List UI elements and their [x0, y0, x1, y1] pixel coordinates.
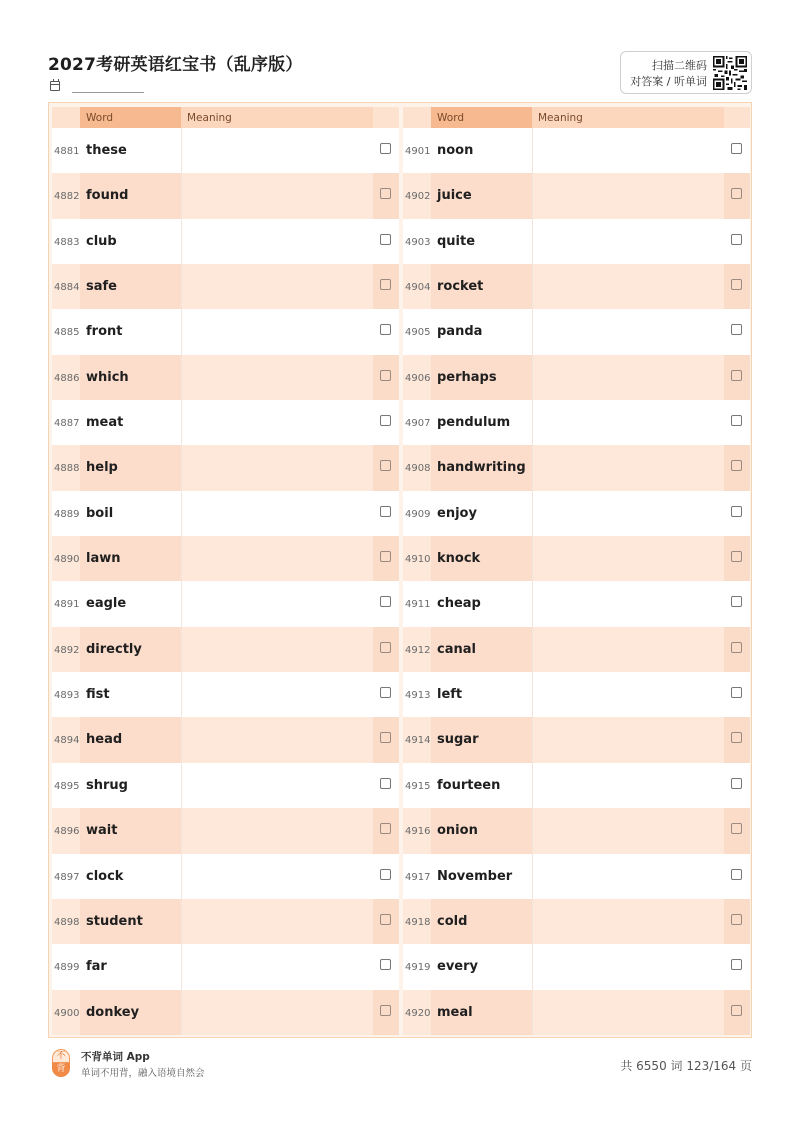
- checkbox-icon[interactable]: [380, 687, 391, 698]
- check-cell: [724, 854, 750, 899]
- meaning-blank-cell[interactable]: [181, 854, 373, 899]
- word-text: eagle: [86, 596, 127, 612]
- check-cell: [724, 309, 750, 354]
- word-text: handwriting: [431, 445, 532, 490]
- check-cell: [724, 219, 750, 264]
- word-number: 4906: [405, 372, 431, 384]
- check-cell: [373, 173, 399, 218]
- word-text: student: [80, 899, 181, 944]
- checkbox-icon[interactable]: [380, 778, 391, 789]
- word-number: 4914: [405, 735, 431, 747]
- word-number: 4917: [405, 871, 431, 883]
- checkbox-icon[interactable]: [731, 415, 742, 426]
- header-number-cell: [403, 107, 431, 128]
- checkbox-icon[interactable]: [731, 778, 742, 789]
- checkbox-icon[interactable]: [731, 596, 742, 607]
- check-cell: [724, 581, 750, 626]
- check-cell: [724, 445, 750, 490]
- word-number: 4888: [54, 463, 80, 475]
- table-row: [403, 672, 750, 717]
- word-number: 4918: [405, 916, 431, 928]
- checkbox-icon[interactable]: [731, 869, 742, 880]
- meaning-blank-cell[interactable]: [181, 309, 373, 354]
- word-number: 4886: [54, 372, 80, 384]
- table-row: [403, 128, 750, 173]
- table-row: [52, 491, 399, 536]
- header-number-cell: [52, 107, 80, 128]
- table-row: [403, 899, 750, 944]
- check-cell: [724, 899, 750, 944]
- word-text: shrug: [86, 777, 128, 793]
- check-cell: [373, 672, 399, 717]
- table-row: [403, 854, 750, 899]
- calendar-icon: [50, 81, 60, 91]
- checkbox-icon[interactable]: [380, 370, 391, 381]
- checkbox-icon[interactable]: [731, 687, 742, 698]
- meaning-blank-cell[interactable]: [181, 491, 373, 536]
- check-cell: [724, 672, 750, 717]
- checkbox-icon[interactable]: [380, 188, 391, 199]
- meaning-blank-cell[interactable]: [181, 808, 373, 853]
- word-text: these: [86, 143, 127, 158]
- word-text: onion: [431, 808, 532, 853]
- checkbox-icon[interactable]: [380, 869, 391, 880]
- word-number: 4890: [54, 554, 80, 566]
- meaning-blank-cell[interactable]: [181, 219, 373, 264]
- word-number: 4882: [54, 191, 80, 203]
- check-cell: [373, 717, 399, 762]
- table-row: [403, 990, 750, 1035]
- table-row: [403, 581, 750, 626]
- checkbox-icon[interactable]: [380, 642, 391, 653]
- check-cell: [373, 944, 399, 989]
- meaning-blank-cell[interactable]: [181, 128, 373, 173]
- checkbox-icon[interactable]: [380, 732, 391, 743]
- word-text: wait: [80, 808, 181, 853]
- word-number: 4911: [405, 599, 431, 611]
- checkbox-icon[interactable]: [380, 415, 391, 426]
- table-row: [403, 219, 750, 264]
- word-number: 4891: [54, 599, 80, 611]
- meaning-blank-cell[interactable]: [532, 627, 724, 672]
- qr-instructions: [627, 58, 707, 90]
- word-number: 4916: [405, 826, 431, 838]
- word-text: pendulum: [437, 415, 511, 431]
- word-number: 4885: [54, 327, 80, 339]
- check-cell: [373, 355, 399, 400]
- word-number: 4903: [405, 236, 431, 248]
- word-number: 4910: [405, 554, 431, 566]
- check-cell: [724, 717, 750, 762]
- table-row: [403, 717, 750, 762]
- word-text: which: [80, 355, 181, 400]
- meaning-blank-cell[interactable]: [532, 445, 724, 490]
- checkbox-icon[interactable]: [380, 959, 391, 970]
- checkbox-icon[interactable]: [380, 460, 391, 471]
- meaning-blank-cell[interactable]: [532, 990, 724, 1035]
- word-text: donkey: [80, 990, 181, 1035]
- left-column: [52, 107, 399, 1035]
- check-cell: [373, 627, 399, 672]
- check-cell: [373, 491, 399, 536]
- checkbox-icon[interactable]: [731, 914, 742, 925]
- word-text: fist: [86, 687, 110, 703]
- table-row: [52, 717, 399, 762]
- word-text: noon: [437, 143, 474, 158]
- logo-top-glyph: 不: [52, 1049, 70, 1063]
- word-text: lawn: [80, 536, 181, 581]
- meaning-blank-cell[interactable]: [181, 627, 373, 672]
- checkbox-icon[interactable]: [731, 370, 742, 381]
- meaning-blank-cell[interactable]: [532, 128, 724, 173]
- word-text: panda: [437, 324, 483, 340]
- meaning-blank-cell[interactable]: [532, 672, 724, 717]
- qr-code-icon[interactable]: [713, 56, 747, 90]
- word-number: 4895: [54, 780, 80, 792]
- table-row: [403, 355, 750, 400]
- check-cell: [373, 400, 399, 445]
- check-cell: [724, 264, 750, 309]
- check-cell: [373, 581, 399, 626]
- word-number: 4915: [405, 780, 431, 792]
- word-text: juice: [431, 173, 532, 218]
- meaning-blank-cell[interactable]: [532, 264, 724, 309]
- word-number: 4909: [405, 508, 431, 520]
- check-cell: [373, 219, 399, 264]
- word-text: help: [80, 445, 181, 490]
- table-row: [403, 944, 750, 989]
- check-cell: [373, 536, 399, 581]
- checkbox-icon[interactable]: [380, 914, 391, 925]
- word-number: 4908: [405, 463, 431, 475]
- word-text: meat: [86, 415, 124, 431]
- check-cell: [724, 990, 750, 1035]
- word-number: 4902: [405, 191, 431, 203]
- meaning-blank-cell[interactable]: [181, 672, 373, 717]
- word-text: club: [86, 233, 117, 249]
- check-cell: [373, 445, 399, 490]
- table-row: [52, 944, 399, 989]
- logo-bottom-glyph: 背: [52, 1063, 70, 1077]
- table-header: [403, 107, 750, 128]
- checkbox-icon[interactable]: [380, 506, 391, 517]
- checkbox-icon[interactable]: [731, 188, 742, 199]
- word-text: far: [86, 959, 107, 975]
- checkbox-icon[interactable]: [380, 551, 391, 562]
- word-text: directly: [80, 627, 181, 672]
- word-number: 4898: [54, 916, 80, 928]
- checkbox-icon[interactable]: [731, 823, 742, 834]
- meaning-blank-cell[interactable]: [532, 717, 724, 762]
- meaning-blank-cell[interactable]: [532, 899, 724, 944]
- checkbox-icon[interactable]: [380, 279, 391, 290]
- word-number: 4900: [54, 1007, 80, 1019]
- word-number: 4883: [54, 236, 80, 248]
- date-field: [50, 80, 150, 94]
- word-number: 4893: [54, 690, 80, 702]
- checkbox-icon[interactable]: [731, 460, 742, 471]
- word-number: 4894: [54, 735, 80, 747]
- word-number: 4904: [405, 282, 431, 294]
- table-row: [52, 173, 399, 218]
- header-word: Word: [431, 107, 532, 128]
- checkbox-icon[interactable]: [731, 324, 742, 335]
- checkbox-icon[interactable]: [380, 823, 391, 834]
- checkbox-icon[interactable]: [731, 551, 742, 562]
- table-row: [403, 173, 750, 218]
- check-cell: [724, 627, 750, 672]
- checkbox-icon[interactable]: [380, 143, 391, 154]
- checkbox-icon[interactable]: [731, 1005, 742, 1016]
- meaning-blank-cell[interactable]: [181, 264, 373, 309]
- table-row: [52, 581, 399, 626]
- page-counter: 共 6550 词 123/164 页: [620, 1059, 752, 1073]
- check-cell: [724, 944, 750, 989]
- table-row: [52, 264, 399, 309]
- word-text: head: [80, 717, 181, 762]
- word-text: boil: [86, 505, 114, 521]
- header-word: Word: [80, 107, 181, 128]
- footer-slogan: 单词不用背，融入语境自然会: [81, 1068, 205, 1079]
- header-check-cell: [373, 107, 399, 128]
- table-row: [52, 400, 399, 445]
- meaning-blank-cell[interactable]: [532, 219, 724, 264]
- meaning-blank-cell[interactable]: [532, 400, 724, 445]
- word-number: 4920: [405, 1007, 431, 1019]
- word-text: perhaps: [431, 355, 532, 400]
- word-text: rocket: [431, 264, 532, 309]
- qr-panel: [620, 51, 752, 94]
- meaning-blank-cell[interactable]: [181, 400, 373, 445]
- header-meaning: Meaning: [532, 107, 724, 128]
- word-text: fourteen: [437, 777, 501, 793]
- meaning-blank-cell[interactable]: [181, 355, 373, 400]
- table-row: [52, 808, 399, 853]
- table-row: [403, 627, 750, 672]
- table-row: [403, 400, 750, 445]
- table-row: [52, 627, 399, 672]
- word-number: 4912: [405, 644, 431, 656]
- table-row: [403, 536, 750, 581]
- date-blank-line: [72, 92, 144, 93]
- word-number: 4901: [405, 146, 431, 157]
- word-number: 4892: [54, 644, 80, 656]
- right-column: [403, 107, 750, 1035]
- table-row: [52, 445, 399, 490]
- word-number: 4889: [54, 508, 80, 520]
- word-number: 4913: [405, 690, 431, 702]
- check-cell: [373, 309, 399, 354]
- word-number: 4896: [54, 826, 80, 838]
- table-row: [52, 990, 399, 1035]
- word-text: meal: [431, 990, 532, 1035]
- vocabulary-table: [48, 102, 752, 1038]
- table-row: [403, 763, 750, 808]
- check-cell: [373, 854, 399, 899]
- meaning-blank-cell[interactable]: [532, 309, 724, 354]
- word-text: found: [80, 173, 181, 218]
- word-text: left: [437, 687, 463, 703]
- meaning-blank-cell[interactable]: [181, 990, 373, 1035]
- table-header: [52, 107, 399, 128]
- word-text: enjoy: [437, 505, 477, 521]
- checkbox-icon[interactable]: [731, 642, 742, 653]
- table-row: [52, 899, 399, 944]
- table-row: [52, 219, 399, 264]
- meaning-blank-cell[interactable]: [181, 581, 373, 626]
- word-number: 4905: [405, 327, 431, 339]
- checkbox-icon[interactable]: [731, 234, 742, 245]
- checkbox-icon[interactable]: [731, 732, 742, 743]
- word-text: cheap: [437, 596, 481, 612]
- table-row: [52, 309, 399, 354]
- qr-text-line1: 扫描二维码: [652, 59, 707, 72]
- meaning-blank-cell[interactable]: [532, 763, 724, 808]
- checkbox-icon[interactable]: [731, 143, 742, 154]
- check-cell: [724, 763, 750, 808]
- qr-text-line2: 对答案 / 听单词: [630, 75, 707, 88]
- check-cell: [373, 763, 399, 808]
- word-number: 4907: [405, 418, 431, 430]
- meaning-blank-cell[interactable]: [181, 445, 373, 490]
- check-cell: [373, 899, 399, 944]
- check-cell: [373, 990, 399, 1035]
- word-number: 4887: [54, 418, 80, 430]
- check-cell: [373, 264, 399, 309]
- table-row: [52, 763, 399, 808]
- checkbox-icon[interactable]: [731, 279, 742, 290]
- header-check-cell: [724, 107, 750, 128]
- meaning-blank-cell[interactable]: [532, 854, 724, 899]
- table-row: [52, 355, 399, 400]
- word-text: November: [437, 868, 513, 884]
- word-text: sugar: [431, 717, 532, 762]
- table-row: [52, 536, 399, 581]
- meaning-blank-cell[interactable]: [181, 763, 373, 808]
- word-text: front: [86, 324, 123, 340]
- table-row: [403, 445, 750, 490]
- checkbox-icon[interactable]: [731, 506, 742, 517]
- app-logo: [50, 1049, 72, 1077]
- page-title: 2027考研英语红宝书（乱序版）: [48, 55, 303, 75]
- checkbox-icon[interactable]: [380, 234, 391, 245]
- check-cell: [724, 173, 750, 218]
- meaning-blank-cell[interactable]: [532, 581, 724, 626]
- footer-app-name: 不背单词 App: [81, 1051, 150, 1063]
- word-text: knock: [431, 536, 532, 581]
- check-cell: [724, 128, 750, 173]
- word-number: 4884: [54, 282, 80, 294]
- check-cell: [373, 128, 399, 173]
- word-number: 4919: [405, 962, 431, 974]
- table-row: [403, 491, 750, 536]
- word-number: 4899: [54, 962, 80, 974]
- header-meaning: Meaning: [181, 107, 373, 128]
- meaning-blank-cell[interactable]: [181, 944, 373, 989]
- meaning-blank-cell[interactable]: [532, 173, 724, 218]
- meaning-blank-cell[interactable]: [532, 944, 724, 989]
- check-cell: [724, 808, 750, 853]
- word-number: 4897: [54, 871, 80, 883]
- check-cell: [724, 400, 750, 445]
- table-row: [52, 128, 399, 173]
- meaning-blank-cell[interactable]: [181, 173, 373, 218]
- table-row: [52, 672, 399, 717]
- word-text: cold: [431, 899, 532, 944]
- word-text: canal: [431, 627, 532, 672]
- table-row: [403, 309, 750, 354]
- meaning-blank-cell[interactable]: [181, 536, 373, 581]
- check-cell: [724, 536, 750, 581]
- word-text: clock: [86, 868, 124, 884]
- word-number: 4881: [54, 146, 80, 157]
- meaning-blank-cell[interactable]: [181, 717, 373, 762]
- checkbox-icon[interactable]: [731, 959, 742, 970]
- meaning-blank-cell[interactable]: [532, 536, 724, 581]
- check-cell: [373, 808, 399, 853]
- table-row: [52, 854, 399, 899]
- table-row: [403, 808, 750, 853]
- word-text: every: [437, 959, 478, 975]
- checkbox-icon[interactable]: [380, 596, 391, 607]
- word-text: safe: [80, 264, 181, 309]
- word-text: quite: [437, 233, 476, 249]
- table-row: [403, 264, 750, 309]
- checkbox-icon[interactable]: [380, 1005, 391, 1016]
- check-cell: [724, 355, 750, 400]
- meaning-blank-cell[interactable]: [532, 355, 724, 400]
- meaning-blank-cell[interactable]: [181, 899, 373, 944]
- checkbox-icon[interactable]: [380, 324, 391, 335]
- meaning-blank-cell[interactable]: [532, 808, 724, 853]
- meaning-blank-cell[interactable]: [532, 491, 724, 536]
- check-cell: [724, 491, 750, 536]
